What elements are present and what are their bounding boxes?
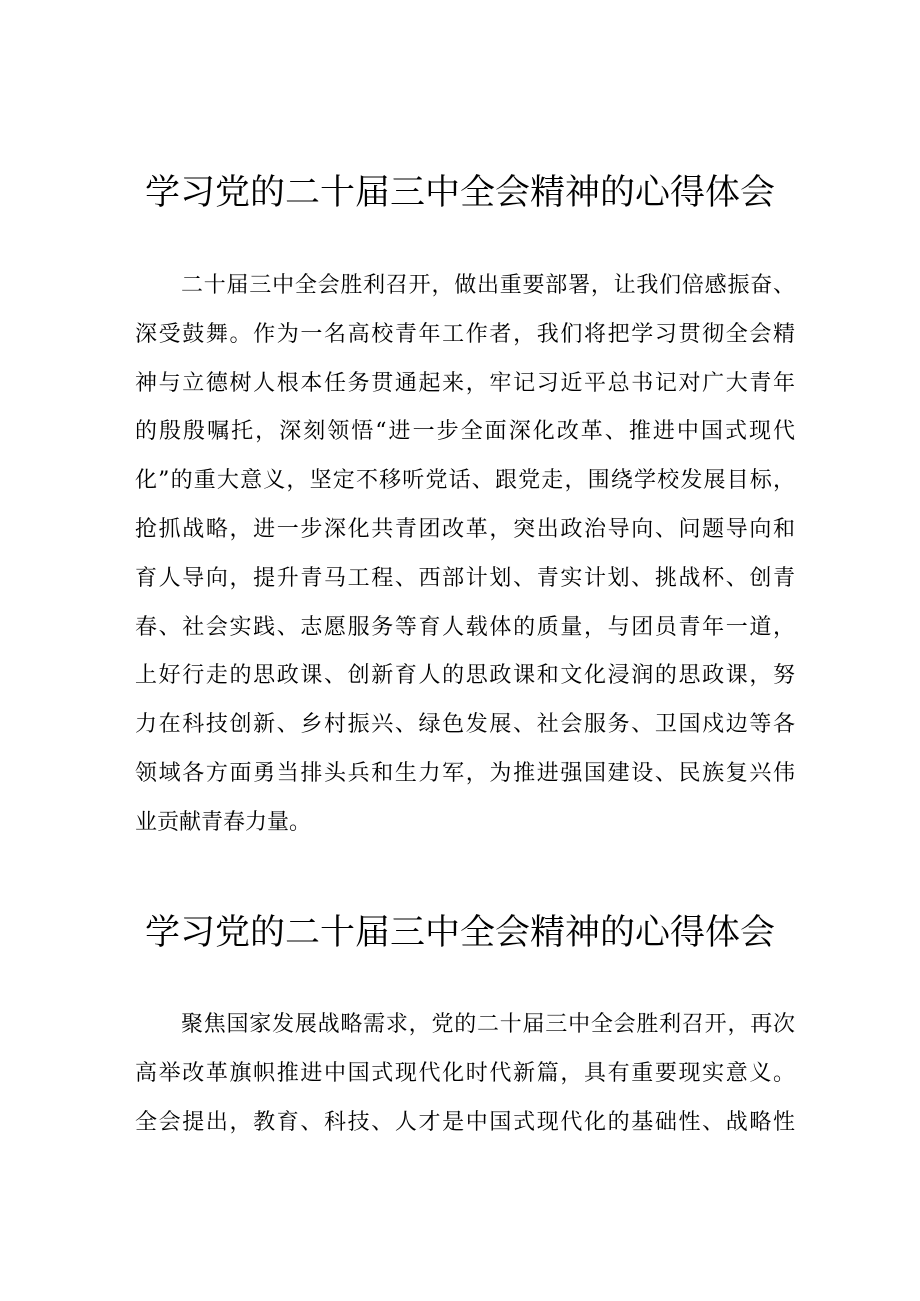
paragraph-line: 业贡献青春力量。 — [135, 809, 312, 835]
section-1-paragraph — [135, 262, 795, 848]
paragraph-line: 的殷殷嘱托，深刻领悟“进一步全面深化改革、推进中国式现代 — [135, 419, 795, 445]
paragraph-line: 化”的重大意义，坚定不移听党话、跟党走，围绕学校发展目标， — [135, 468, 795, 494]
paragraph-line: 高举改革旗帜推进中国式现代化时代新篇，具有重要现实意义。 — [135, 1060, 795, 1086]
paragraph-line: 深受鼓舞。作为一名高校青年工作者，我们将把学习贯彻全会精 — [135, 321, 795, 347]
paragraph-line: 抢抓战略，进一步深化共青团改革，突出政治导向、问题导向和 — [135, 516, 795, 542]
paragraph-line: 育人导向，提升青马工程、西部计划、青实计划、挑战杯、创青 — [135, 565, 795, 591]
paragraph-line: 上好行走的思政课、创新育人的思政课和文化浸润的思政课，努 — [135, 663, 795, 689]
paragraph-line: 力在科技创新、乡村振兴、绿色发展、社会服务、卫国戍边等各 — [135, 712, 795, 738]
paragraph-line: 神与立德树人根本任务贯通起来，牢记习近平总书记对广大青年 — [135, 370, 795, 396]
paragraph-line: 领域各方面勇当排头兵和生力军，为推进强国建设、民族复兴伟 — [135, 760, 795, 786]
section-2-title: 学习党的二十届三中全会精神的心得体会 — [145, 913, 776, 953]
paragraph-line: 春、社会实践、志愿服务等育人载体的质量，与团员青年一道， — [135, 614, 795, 640]
paragraph-line: 聚焦国家发展战略需求，党的二十届三中全会胜利召开，再次 — [181, 1012, 795, 1037]
section-1-title: 学习党的二十届三中全会精神的心得体会 — [145, 173, 776, 213]
section-2-paragraph — [135, 1001, 795, 1147]
paragraph-line: 二十届三中全会胜利召开，做出重要部署，让我们倍感振奋、 — [181, 273, 795, 298]
paragraph-line: 全会提出，教育、科技、人才是中国式现代化的基础性、战略性 — [135, 1109, 795, 1135]
